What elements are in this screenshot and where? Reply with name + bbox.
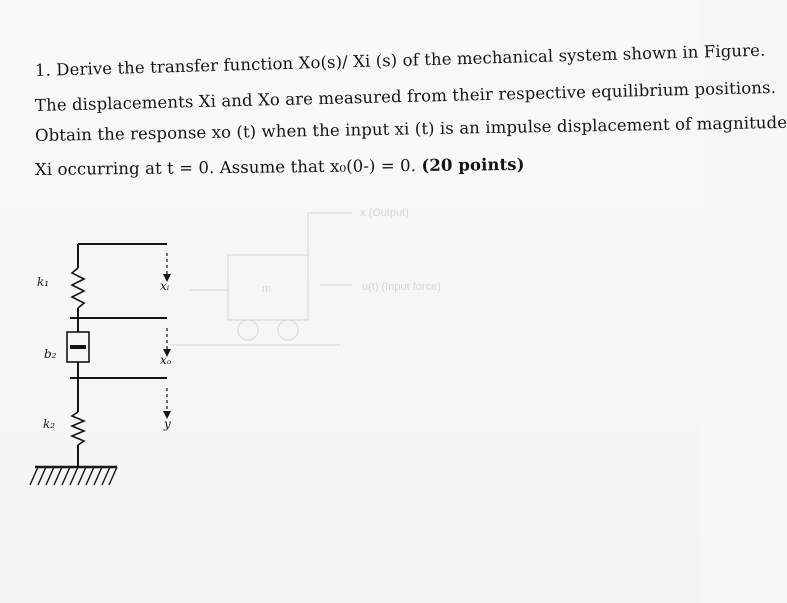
bleedthrough-output-label: x (Output) <box>360 207 409 219</box>
mechanics-drawing <box>30 244 167 485</box>
problem-line-2: The displacements Xi and Xo are measured from their respective equilibrium positions. <box>34 77 777 115</box>
bleedthrough-mass-label: m <box>262 283 272 295</box>
label-y: y <box>164 417 171 431</box>
bleedthrough-drawing <box>170 213 352 345</box>
problem-line-3: Obtain the response xo (t) when the input xi (t) is an impulse displacement of magnitude <box>34 112 787 145</box>
spring-k1 <box>72 268 84 308</box>
problem-line-4-text: Xi occurring at t = 0. Assume that x₀(0-) = 0. <box>34 156 417 179</box>
label-xo: xₒ <box>160 353 172 367</box>
label-k2: k₂ <box>43 417 56 431</box>
points-label: (20 points) <box>421 154 525 175</box>
ground-hatch <box>30 467 117 485</box>
spring-k2 <box>72 412 84 445</box>
label-xi: xᵢ <box>160 279 170 293</box>
label-b2: b₂ <box>44 347 57 361</box>
problem-line-1: 1. Derive the transfer function Xo(s)/ Xi (s) of the mechanical system shown in Figure. <box>34 40 766 80</box>
bleedthrough-input-label: u(t) (Input force) <box>362 281 441 293</box>
label-k1: k₁ <box>37 275 50 289</box>
